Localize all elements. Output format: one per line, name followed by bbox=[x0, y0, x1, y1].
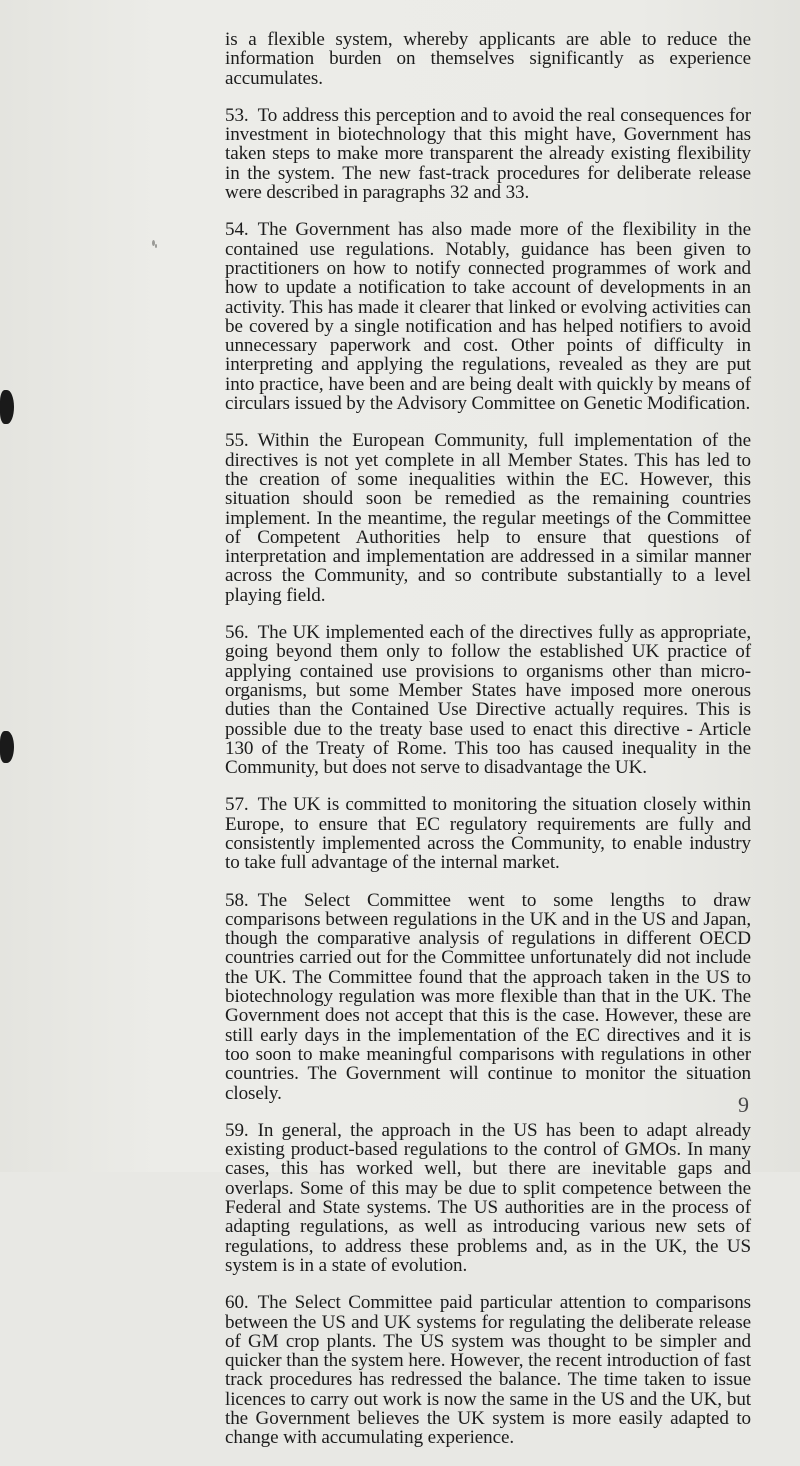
paragraph-53 bbox=[225, 106, 751, 202]
paragraph-text: In general, the approach in the US has been to adapt already existing product-based regulations to the control of GMOs. In many cases, this has worked well, but there are inevitable gaps and overlaps. Some of this may be due to split competence between the Federal and State systems. The US authorities are in the process of adapting regulations, as well as introducing various new sets of regulations, to address these problems and, as in the UK, the US system is in a state of evolution. bbox=[225, 1119, 751, 1276]
paragraph-60 bbox=[225, 1293, 751, 1447]
paragraph-number: 60. bbox=[225, 1292, 249, 1314]
paragraph-text: The UK implemented each of the directives fully as appropriate, going beyond them only to follow the established UK practice of applying contained use provisions to organisms other than micro-organisms, but some Member States have imposed more onerous duties than the Contained Use Directive actually requires. This is possible due to the treaty base used to enact this directive - Article 130 of the Treaty of Rome. This too has caused inequality in the Community, but does not serve to disadvantage the UK. bbox=[225, 622, 751, 779]
binding-hole-mark bbox=[0, 731, 14, 763]
body-text bbox=[225, 30, 751, 1466]
paragraph-text: The Select Committee paid particular attention to comparisons between the US and UK systems for regulating the deliberate release of GM crop plants. The US system was thought to be simpler and quicker than the system here. However, the recent introduction of fast track procedures has redressed the balance. The time taken to issue licences to carry out work is now the same in the US and the UK, but the Government believes the UK system is more easily adapted to change with accumulating experience. bbox=[225, 1292, 751, 1449]
paragraph-number: 56. bbox=[225, 622, 249, 644]
paragraph-continued: is a flexible system, whereby applicants are able to reduce the information burden on themselves significantly as experience accumulates. bbox=[225, 29, 751, 89]
paragraph-56 bbox=[225, 623, 751, 777]
paragraph-number: 58. bbox=[225, 889, 249, 911]
paragraph-58 bbox=[225, 891, 751, 1103]
paragraph-number: 57. bbox=[225, 794, 249, 816]
paragraph-text: To address this perception and to avoid the real consequences for investment in biotechnology that this might have, Government has taken steps to make more transparent the already existing flexibility in the system. The new fast-track procedures for deliberate release were described in paragraphs 32 and 33. bbox=[225, 104, 751, 204]
paragraph-55 bbox=[225, 431, 751, 605]
paragraph-text: The UK is committed to monitoring the situation closely within Europe, to ensure that EC regulatory requirements are fully and consistently implemented across the Community, to enable industry to take full advantage of the internal market. bbox=[225, 794, 751, 874]
paragraph-59 bbox=[225, 1121, 751, 1275]
paragraph-text: The Government has also made more of the flexibility in the contained use regulations. Notably, guidance has been given to practitioners on how to notify connected programmes of work and how to update a notification to take account of developments in an activity. This has made it clearer that linked or evolving activities can be covered by a single notification and has helped notifiers to avoid unnecessary paperwork and cost. Other points of difficulty in interpreting and applying the regulations, revealed as they are put into practice, have been and are being dealt with quickly by means of circulars issued by the Advisory Committee on Genetic Modification. bbox=[225, 219, 751, 415]
paragraph-number: 55. bbox=[225, 430, 249, 452]
paragraph-54 bbox=[225, 220, 751, 413]
paragraph-57 bbox=[225, 795, 751, 872]
paragraph-number: 59. bbox=[225, 1119, 249, 1141]
paragraph-number: 53. bbox=[225, 104, 249, 126]
scan-speck bbox=[155, 244, 157, 248]
paragraph-number: 54. bbox=[225, 219, 249, 241]
paragraph-text: The Select Committee went to some lengths to draw comparisons between regulations in the UK and in the US and Japan, though the comparative analysis of regulations in different OECD countries carried out for the Committee unfortunately did not include the UK. The Committee found that the approach taken in the US to biotechnology regulation was more flexible than that in the UK. The Government does not accept that this is the case. However, these are still early days in the implementation of the EC directives and it is too soon to make meaningful comparisons with regulations in other countries. The Government will continue to monitor the situation closely. bbox=[225, 889, 751, 1104]
paragraph-text: Within the European Community, full implementation of the directives is not yet complete in all Member States. This has led to the creation of some inequalities within the EC. However, this situation should soon be remedied as the remaining countries implement. In the meantime, the regular meetings of the Committee of Competent Authorities help to ensure that questions of interpretation and implementation are addressed in a similar manner across the Community, and so contribute substantially to a level playing field. bbox=[225, 430, 751, 606]
binding-hole-mark bbox=[0, 390, 14, 424]
page-number: 9 bbox=[738, 1092, 749, 1117]
